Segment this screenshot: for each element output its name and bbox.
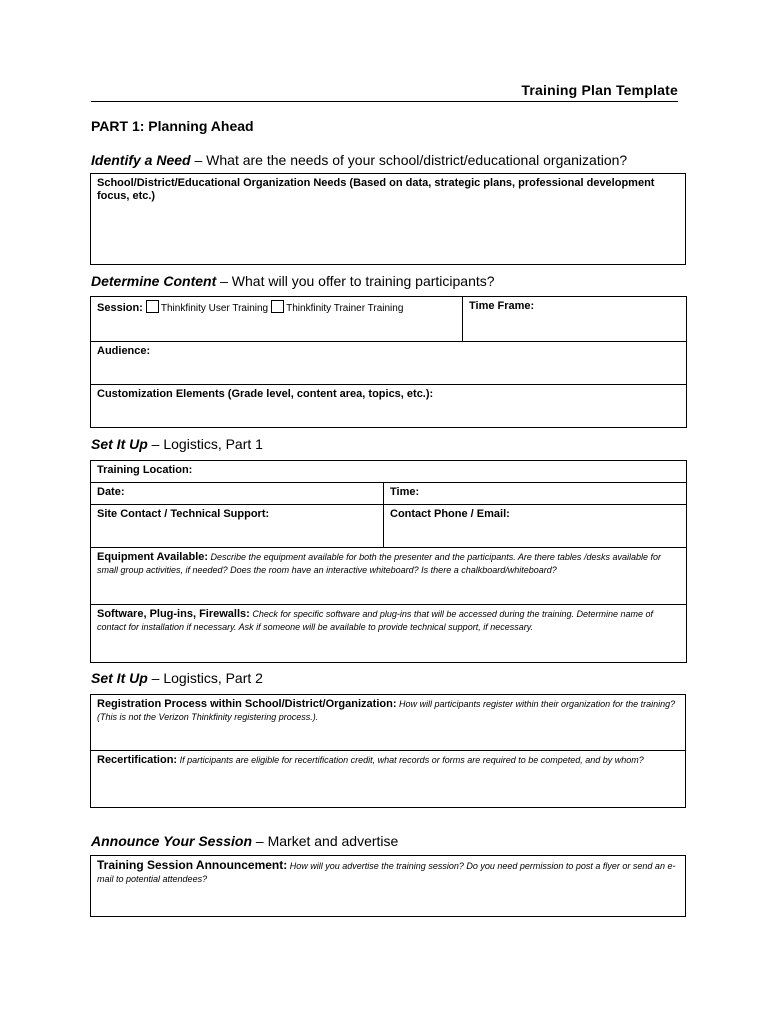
audience-field[interactable] — [91, 342, 687, 385]
announce-lead: Announce Your Session — [91, 833, 253, 849]
audience-label: Audience: — [97, 345, 151, 357]
needs-table — [90, 173, 686, 265]
time-frame-field[interactable] — [463, 297, 687, 342]
determine-content-lead: Determine Content — [91, 273, 217, 289]
logistics1-heading — [91, 436, 263, 452]
customization-label: Customization Elements (Grade level, content area, topics, etc.): — [97, 388, 434, 400]
location-field[interactable] — [91, 461, 687, 483]
location-label: Training Location: — [97, 464, 193, 476]
logistics1-table — [90, 460, 687, 663]
needs-field[interactable] — [91, 174, 686, 265]
identify-need-heading — [91, 152, 627, 168]
logistics2-lead: Set It Up — [91, 670, 148, 686]
logistics1-text: – Logistics, Part 1 — [147, 436, 263, 452]
software-hint: Check for specific software and plug-ins that will be accessed during the training. Determine name of contact for installation if necessary. Ask if someone will be available to provide technical support, if necessary. — [97, 609, 654, 632]
session-field — [91, 297, 463, 342]
equipment-hint: Describe the equipment available for both the presenter and the participants. Are there tables /desks available for small group activities, if needed? Does the room have an interactive whiteboard? Is there a chalkboard/whiteboard? — [97, 552, 661, 575]
contact-phone-field[interactable] — [384, 505, 687, 548]
identify-need-lead: Identify a Need — [91, 152, 191, 168]
needs-label: School/District/Educational Organization Needs (Based on data, strategic plans, professional development focus, etc.) — [97, 177, 655, 202]
registration-label: Registration Process within School/District/Organization: — [97, 698, 397, 710]
document-title: Training Plan Template — [521, 82, 678, 98]
time-label: Time: — [390, 486, 420, 498]
logistics1-lead: Set It Up — [91, 436, 148, 452]
announcement-field[interactable] — [91, 856, 686, 917]
date-label: Date: — [97, 486, 125, 498]
registration-hint: How will participants register within their organization for the training? (This is not the Verizon Thinkfinity registering process.). — [97, 699, 676, 722]
trainer-training-option: Thinkfinity Trainer Training — [286, 303, 404, 314]
site-contact-field[interactable] — [91, 505, 384, 548]
session-label: Session: — [97, 302, 143, 314]
logistics2-heading — [91, 670, 263, 686]
logistics2-text: – Logistics, Part 2 — [147, 670, 263, 686]
time-field[interactable] — [384, 483, 687, 505]
recertification-label: Recertification: — [97, 754, 178, 766]
time-frame-label: Time Frame: — [469, 300, 535, 312]
user-training-checkbox[interactable] — [146, 300, 159, 313]
announce-table — [90, 855, 686, 917]
announcement-label: Training Session Announcement: — [97, 858, 288, 872]
user-training-option: Thinkfinity User Training — [160, 303, 269, 314]
software-label: Software, Plug-ins, Firewalls: — [97, 608, 250, 620]
date-field[interactable] — [91, 483, 384, 505]
determine-content-text: – What will you offer to training participants? — [216, 273, 495, 289]
customization-field[interactable] — [91, 385, 687, 428]
identify-need-text: – What are the needs of your school/district/educational organization? — [190, 152, 628, 168]
equipment-label: Equipment Available: — [97, 551, 209, 563]
content-table — [90, 296, 687, 428]
site-contact-label: Site Contact / Technical Support: — [97, 508, 270, 520]
title-divider — [91, 101, 678, 102]
determine-content-heading — [91, 273, 495, 289]
part-title: PART 1: Planning Ahead — [91, 118, 254, 134]
recertification-field[interactable] — [91, 751, 686, 808]
contact-phone-label: Contact Phone / Email: — [390, 508, 510, 520]
recertification-hint: If participants are eligible for recertification credit, what records or forms are required to be competed, and by whom? — [177, 755, 644, 765]
trainer-training-checkbox[interactable] — [271, 300, 284, 313]
announce-heading — [91, 833, 398, 849]
registration-field[interactable] — [91, 695, 686, 751]
equipment-field[interactable] — [91, 548, 687, 605]
software-field[interactable] — [91, 605, 687, 663]
announce-text: – Market and advertise — [252, 833, 399, 849]
logistics2-table — [90, 694, 686, 808]
announcement-hint: How will you advertise the training session? Do you need permission to post a flyer or send an e-mail to potential attendees? — [97, 861, 676, 884]
